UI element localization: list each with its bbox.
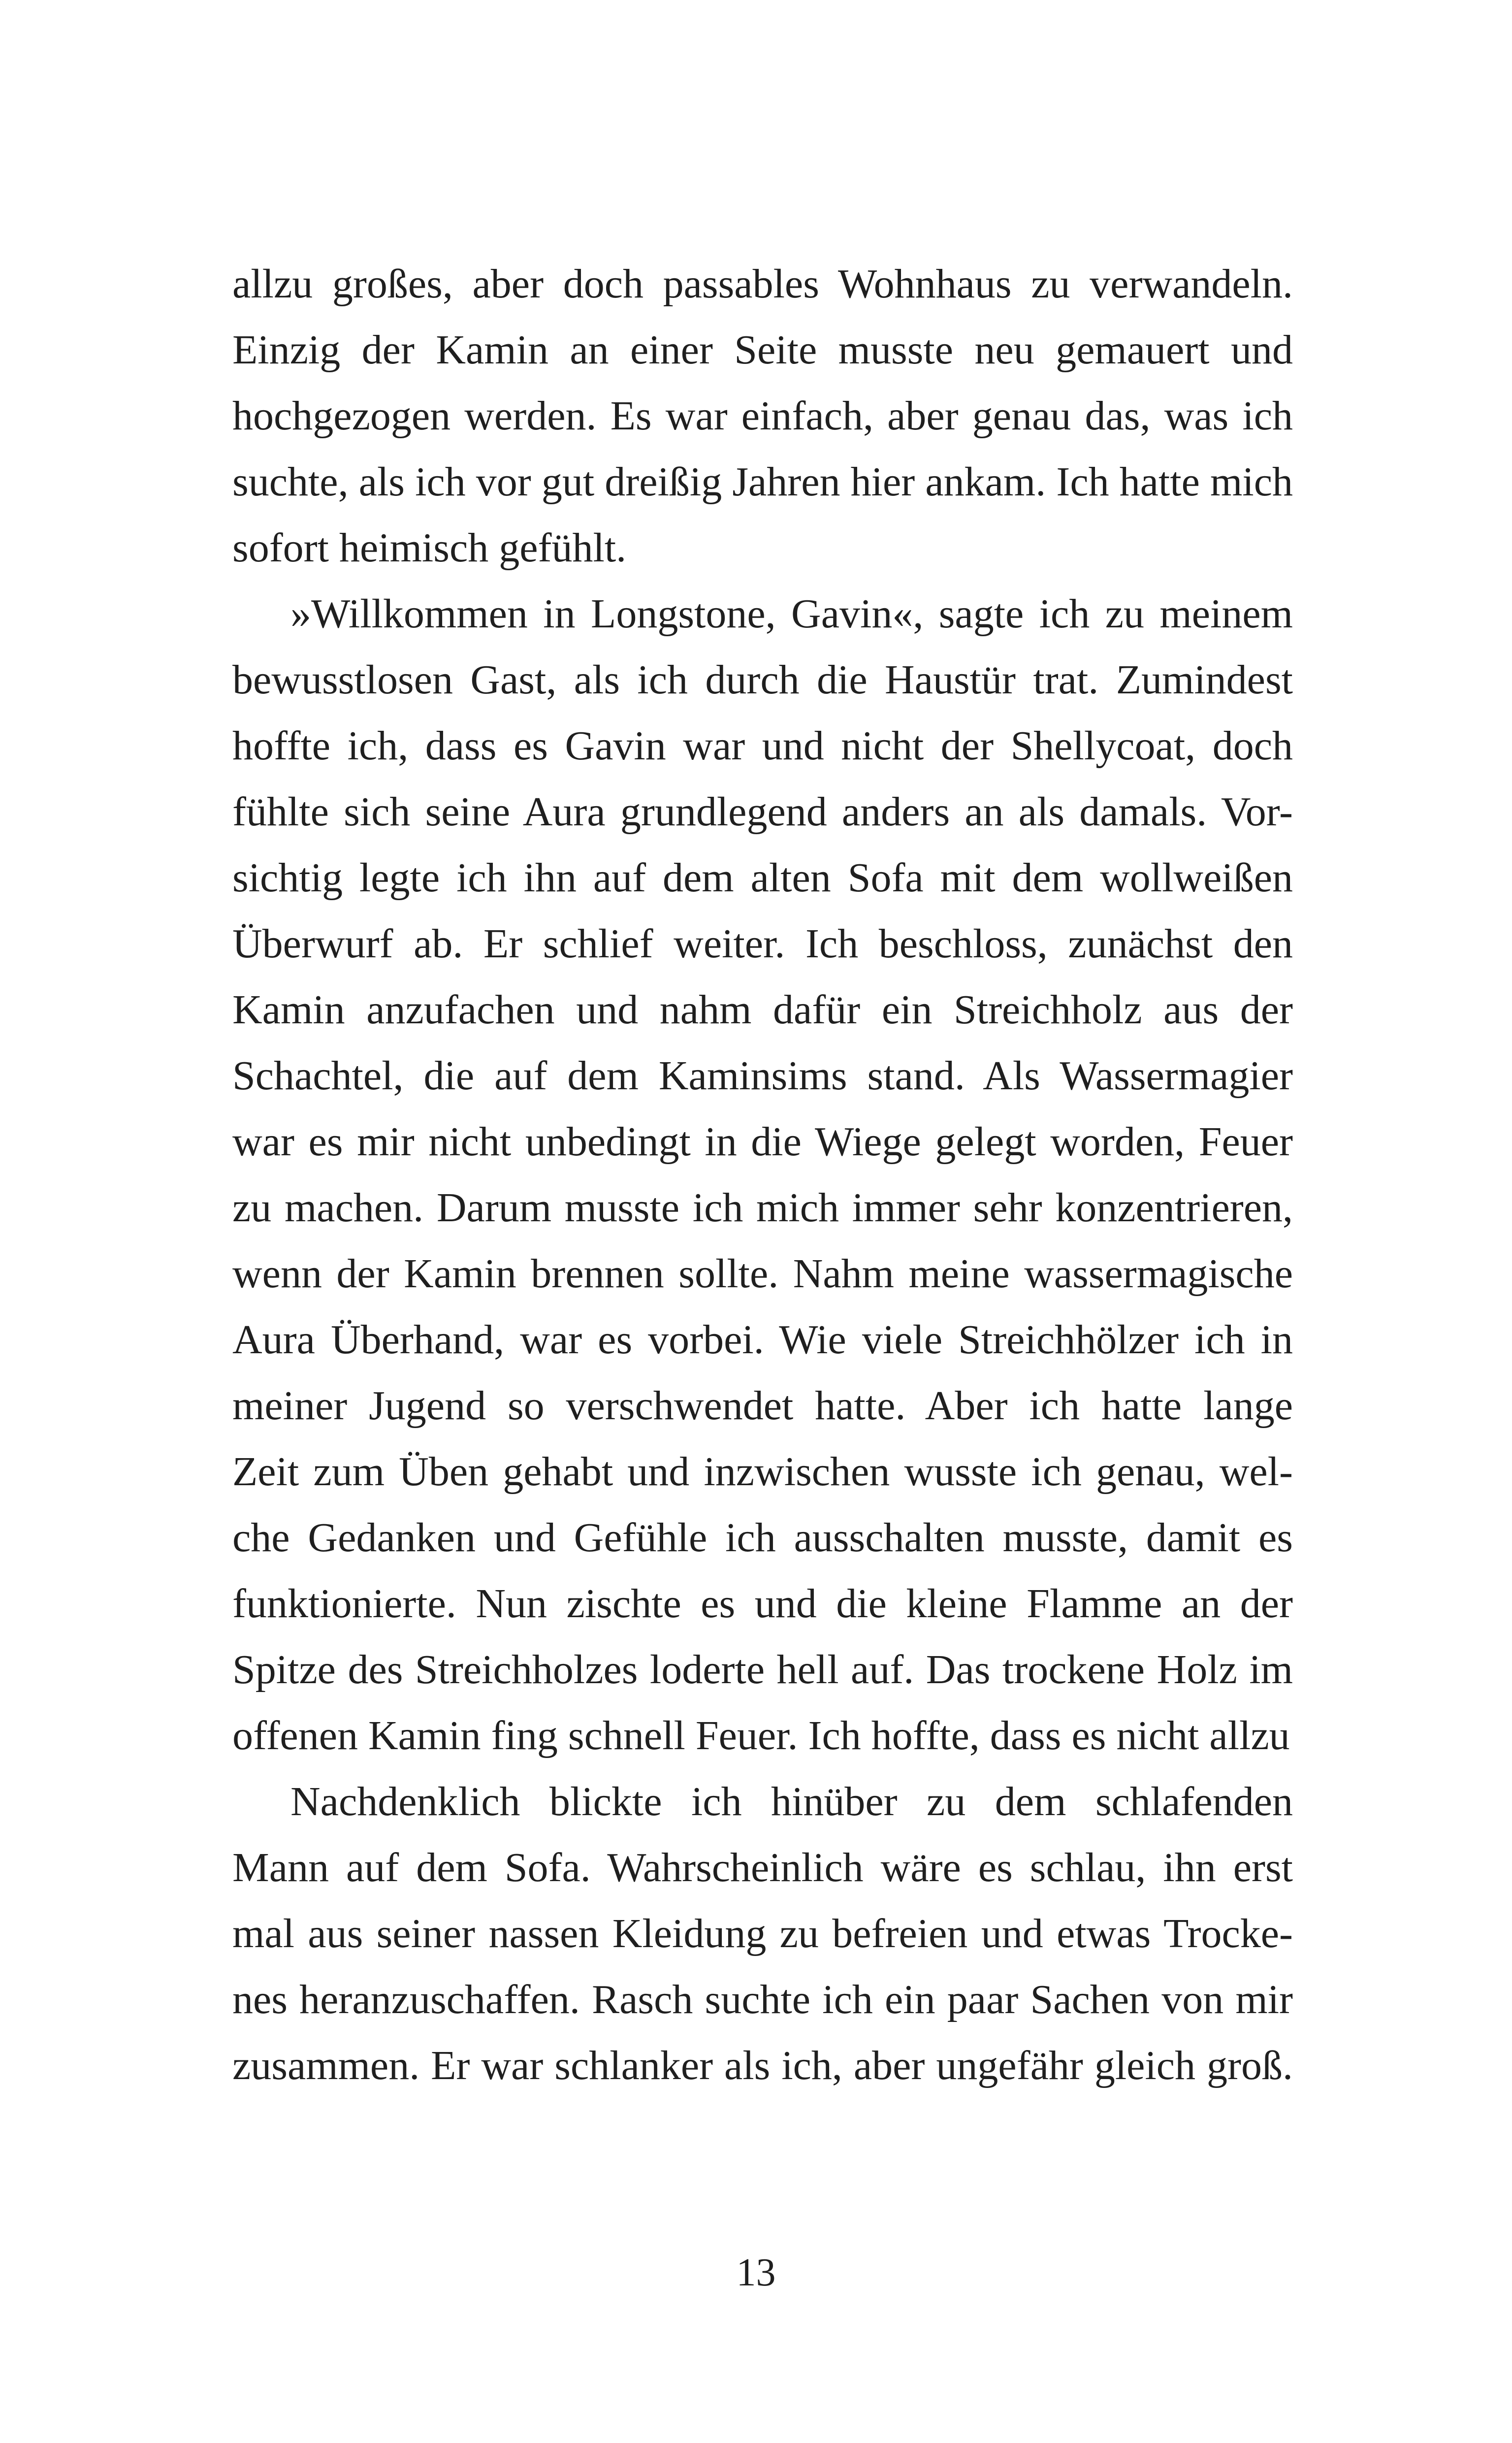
body-text [232,251,1293,2099]
text-line: suchte, als ich vor gut dreißig Jahren hier ankam. Ich hatte mich [232,459,1293,505]
text-line: Zeit zum Üben gehabt und inzwischen wusste ich genau, wel- [232,1449,1293,1495]
text-line: bewusstlosen Gast, als ich durch die Haustür trat. Zumindest [232,657,1293,703]
text-line: Spitze des Streichholzes loderte hell auf. Das trockene Holz im [232,1647,1293,1693]
text-line: Mann auf dem Sofa. Wahrscheinlich wäre es schlau, ihn erst [232,1845,1293,1890]
text-line: Aura Überhand, war es vorbei. Wie viele Streichhölzer ich in [232,1317,1293,1363]
text-line: Nachdenklich blickte ich hinüber zu dem schlafenden [290,1779,1293,1824]
text-line: funktionierte. Nun zischte es und die kleine Flamme an der [232,1581,1293,1627]
text-line: Kamin anzufachen und nahm dafür ein Streichholz aus der [232,987,1293,1033]
text-line: war es mir nicht unbedingt in die Wiege gelegt worden, Feuer [232,1119,1293,1165]
text-line: hoffte ich, dass es Gavin war und nicht der Shellycoat, doch [232,723,1293,769]
page-number: 13 [736,2251,776,2294]
text-line: che Gedanken und Gefühle ich ausschalten musste, damit es [232,1515,1293,1561]
text-line: zusammen. Er war schlanker als ich, aber ungefähr gleich groß. [232,2043,1293,2088]
text-line: hochgezogen werden. Es war einfach, aber genau das, was ich [232,393,1293,439]
paragraph [232,581,1293,1769]
text-line: sofort heimisch gefühlt. [232,525,627,571]
text-line: allzu großes, aber doch passables Wohnhaus zu verwandeln. [232,261,1293,307]
text-line: Schachtel, die auf dem Kaminsims stand. Als Wassermagier [232,1053,1293,1099]
text-line: nes heranzuschaffen. Rasch suchte ich ein paar Sachen von mir [232,1977,1293,2022]
text-line: zu machen. Darum musste ich mich immer sehr konzentrieren, [232,1185,1293,1231]
paragraph [232,1769,1293,2099]
text-line: Einzig der Kamin an einer Seite musste neu gemauert und [232,327,1293,373]
text-line: Überwurf ab. Er schlief weiter. Ich beschloss, zunächst den [232,921,1293,967]
paragraph [232,251,1293,581]
text-line: sichtig legte ich ihn auf dem alten Sofa mit dem wollweißen [232,855,1293,901]
text-line: mal aus seiner nassen Kleidung zu befreien und etwas Trocke- [232,1911,1293,1956]
text-line: wenn der Kamin brennen sollte. Nahm meine wassermagische [232,1251,1293,1297]
text-line: meiner Jugend so verschwendet hatte. Aber ich hatte lange [232,1383,1293,1429]
text-line: »Willkommen in Longstone, Gavin«, sagte ich zu meinem [290,591,1293,637]
text-line: offenen Kamin fing schnell Feuer. Ich hoffte, dass es nicht allzu [232,1713,1290,1759]
text-line: fühlte sich seine Aura grundlegend anders an als damals. Vor- [232,789,1293,835]
